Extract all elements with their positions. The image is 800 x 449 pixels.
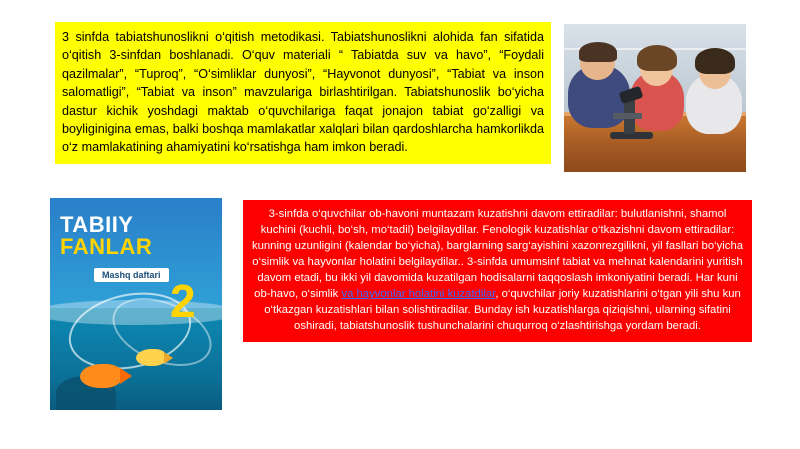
book-grade-number: 2 xyxy=(170,275,196,327)
book-title-line1: TABIIY xyxy=(60,212,134,237)
book-fish-yellow xyxy=(136,349,166,366)
photo-student-middle-hair xyxy=(637,45,677,72)
book-subtitle: Mashq daftari xyxy=(94,268,169,282)
book-fish-orange xyxy=(80,364,122,388)
book-title-line2: FANLAR xyxy=(60,234,153,260)
red-text-after-link: , o‘quvchilar joriy kuzatishlarini o‘tgan yili shu kun o‘tkazgan kuzatishlari bilan solishtiradilar. Bunday ish kuzatishlarga qiziqishni, ularning sifatini oshiradi, tabiatshunoslik tushunchalarini chuqurroq o‘zlashtirishga yordam beradi. xyxy=(264,288,741,333)
red-text-before-link: 3-sinfda o‘quvchilar ob-havoni muntazam kuzatishni davom ettiradilar: bulutlanishni, shamol kuchini (kuchli, bo‘sh, mo‘tadil) belgilaydilar. Fenologik kuzatishlar o‘tkazishni davom ettiradilar: kunning uzunligini (kalendar bo‘yicha), barglarning sarg‘ayishini xazonrezgilikni, yil fasllari bo‘yicha o‘simlik va hayvonlar holatini belgilaydilar.. 3-sinfda umumsinf tabiat va mehnat kalendarini yuritish davom etadi, bu ikki yil davomida kuzatilgan hodisalarni taqqoslash imkoniyatini beradi. Har kuni ob-havo, o‘simlik xyxy=(251,208,744,301)
red-callout-textbox xyxy=(243,200,752,342)
book-cover-image xyxy=(48,196,224,412)
red-inline-link[interactable]: va hayvonlar holatini kuzatdilar xyxy=(341,288,496,301)
red-paragraph xyxy=(251,206,744,334)
photo-student-left-hair xyxy=(579,42,617,63)
book-title xyxy=(60,214,152,259)
photo-student-right-hair xyxy=(695,48,735,75)
microscope-stage-icon xyxy=(613,113,642,119)
yellow-highlight-textbox xyxy=(55,22,551,164)
yellow-paragraph: 3 sinfda tabiatshunoslikni o‘qitish metodikasi. Tabiatshunoslikni alohida fan sifatida o‘qitish 3-sinfdan boshlanadi. O‘quv materiali “ Tabiatda suv va havo”, “Foydali qazilmalar”, “Tuproq”, “O‘simliklar dunyosi”, “Hayvonot dunyosi”, “Tabiat va inson salomatligi”, “Tabiat va inson” mavzulariga birlashtirilgan. Tabiatshunoslik bo‘yicha dastur kichik yoshdagi maktab o‘quvchilariga faqat jonajon tabiat go‘zalligi va boyliginigina emas, balki boshqa mamlakatlar xalqlari bilan qardoshlarcha hamkorlikda o‘z mamlakatining ahamiyatini ko‘rsatishga ham imkon beradi. xyxy=(62,30,544,155)
classroom-photo xyxy=(562,22,748,174)
